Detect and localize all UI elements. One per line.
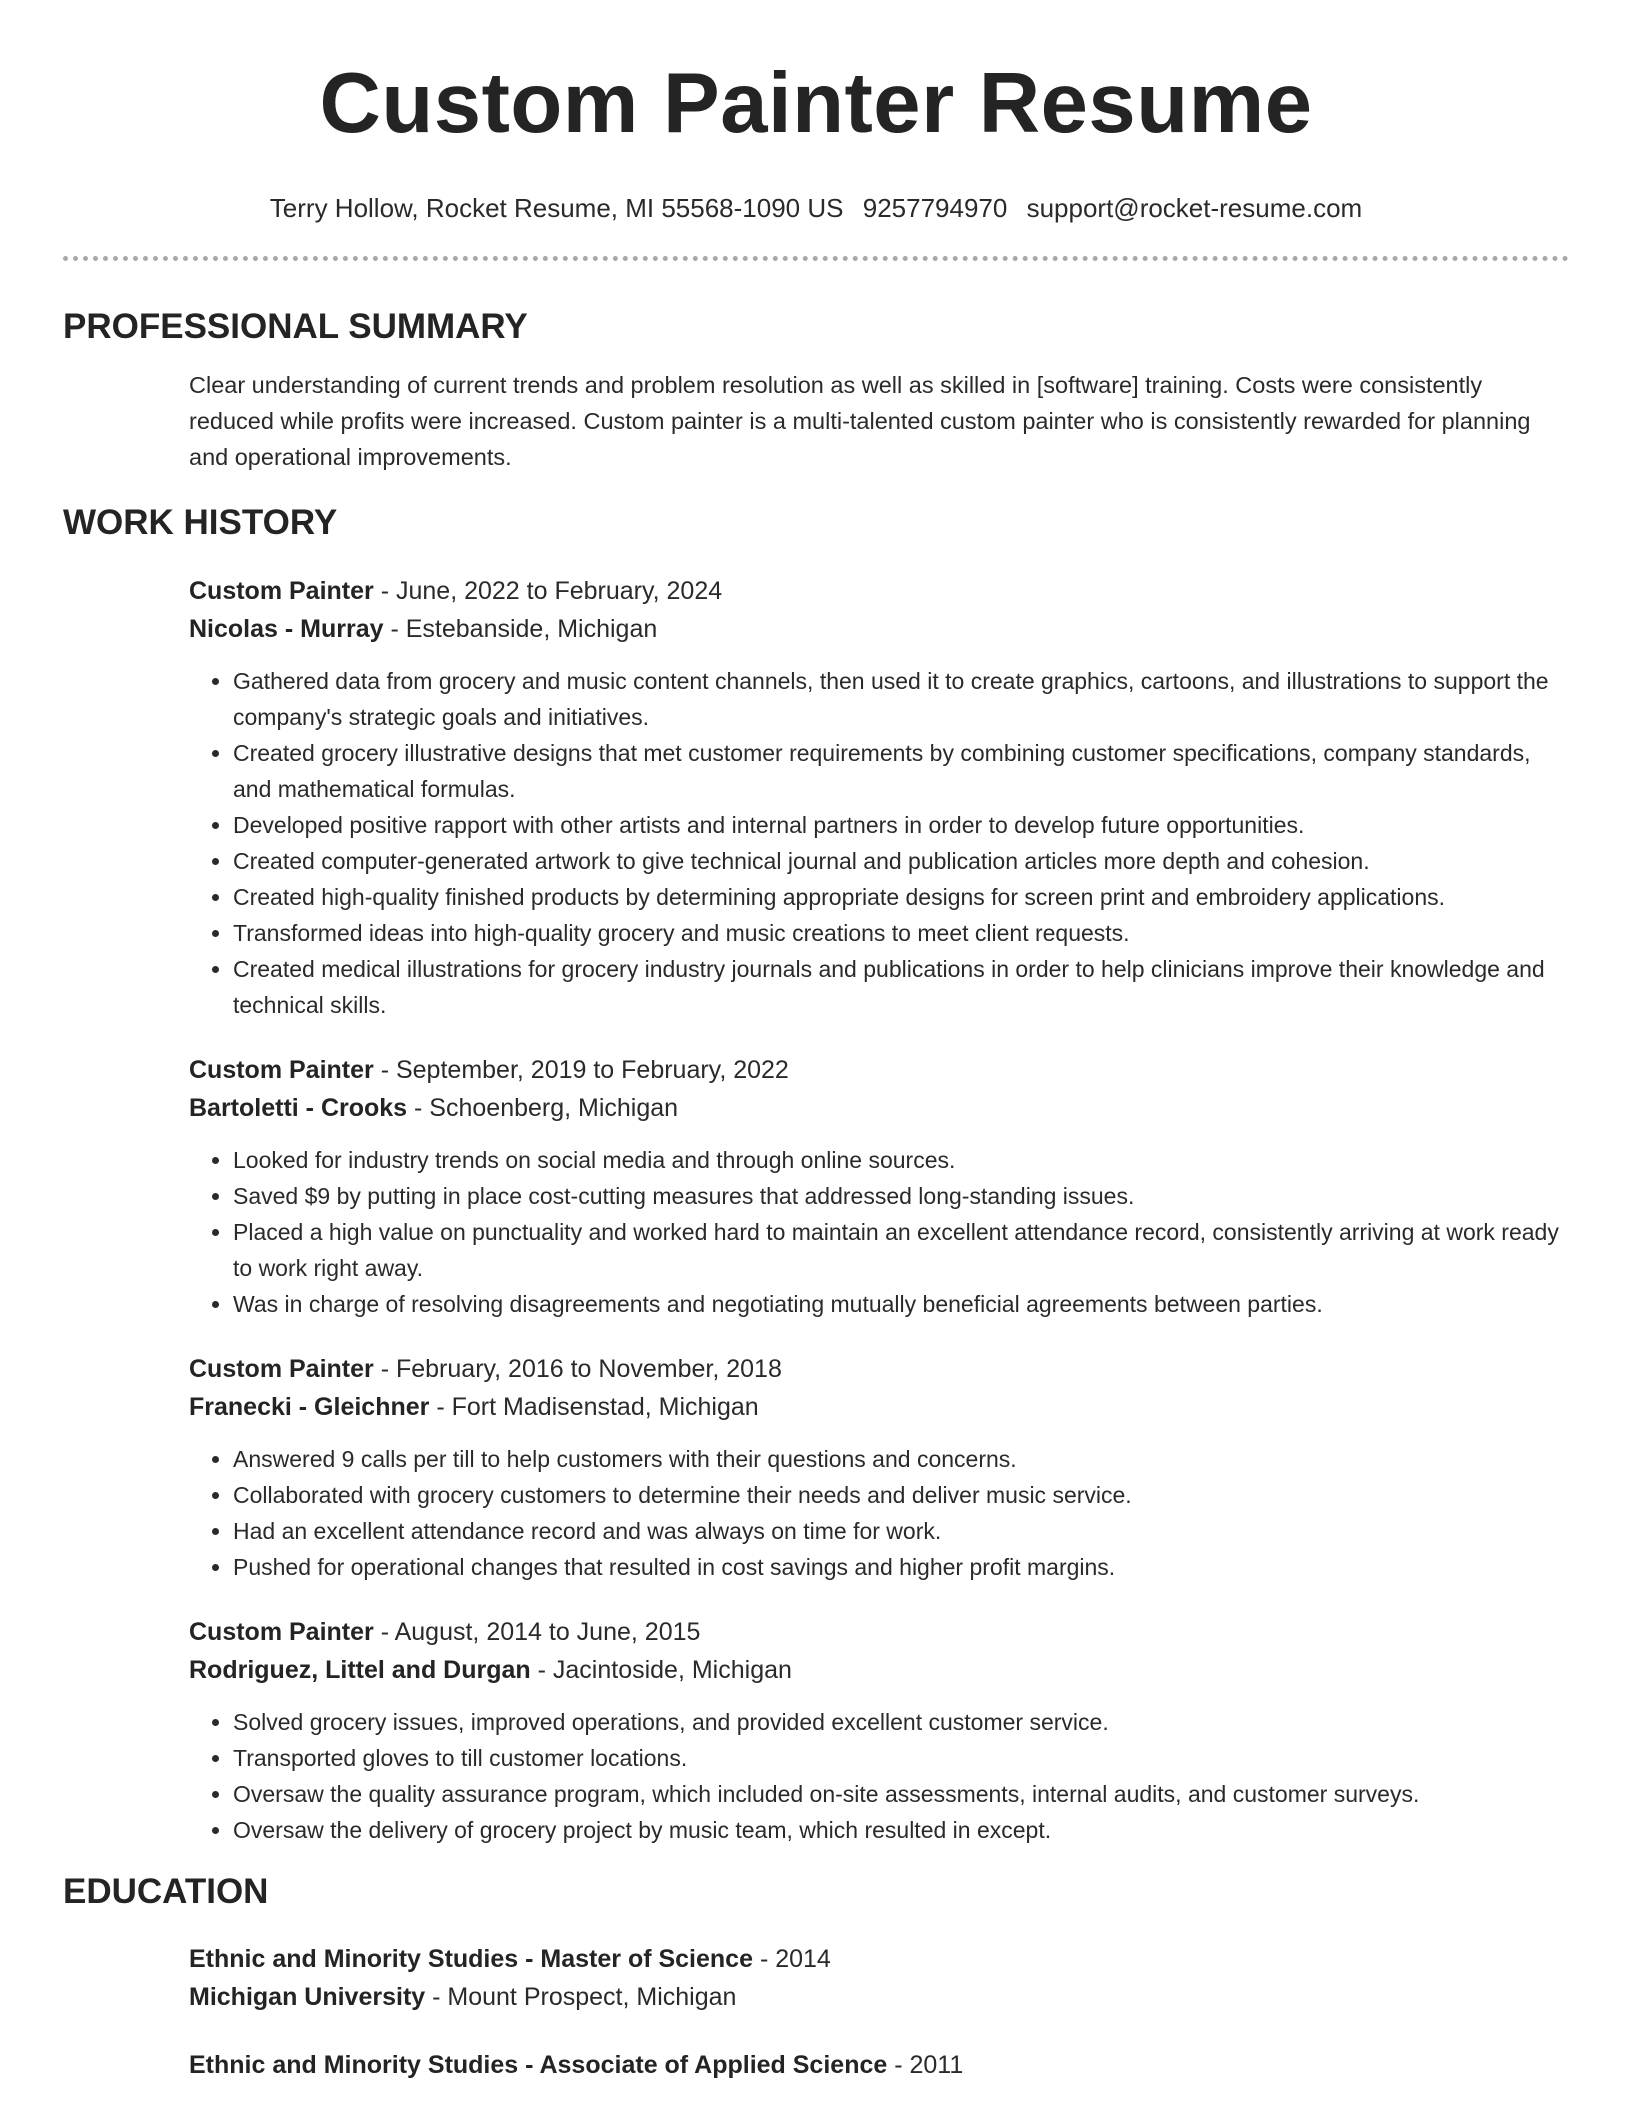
job-bullet: • Transformed ideas into high-quality grocery and music creations to meet client requests. bbox=[233, 915, 1569, 951]
job-location: - Estebanside, Michigan bbox=[383, 615, 658, 643]
job-bullets bbox=[189, 663, 1569, 1023]
job-company-line bbox=[189, 610, 1569, 648]
job-bullet: • Collaborated with grocery customers to determine their needs and deliver music service. bbox=[233, 1477, 1569, 1513]
job-bullet: • Had an excellent attendance record and was always on time for work. bbox=[233, 1513, 1569, 1549]
job-location: - Jacintoside, Michigan bbox=[530, 1656, 792, 1684]
summary-text: Clear understanding of current trends and problem resolution as well as skilled in [software] training. Costs were consistently reduced while profits were increased. Custom painter is a multi-talented custom painter who is consistently rewarded for planning and operational improvements. bbox=[189, 372, 1531, 470]
education-entry bbox=[189, 2046, 1569, 2084]
job-dates: - June, 2022 to February, 2024 bbox=[373, 577, 723, 605]
job-bullet: • Oversaw the quality assurance program, which included on-site assessments, internal audits, and customer surveys. bbox=[233, 1776, 1569, 1812]
summary-heading: PROFESSIONAL SUMMARY bbox=[63, 307, 528, 346]
job-location: - Schoenberg, Michigan bbox=[407, 1094, 679, 1122]
job-location: - Fort Madisenstad, Michigan bbox=[429, 1393, 759, 1421]
job-bullet: • Looked for industry trends on social media and through online sources. bbox=[233, 1142, 1569, 1178]
education-degree: Ethnic and Minority Studies - Associate of Applied Science bbox=[189, 2051, 888, 2079]
summary-section bbox=[189, 367, 1569, 475]
contact-line bbox=[63, 191, 1569, 225]
job-dates: - February, 2016 to November, 2018 bbox=[373, 1355, 782, 1383]
job-dates: - August, 2014 to June, 2015 bbox=[373, 1618, 701, 1646]
job-title-line bbox=[189, 1613, 1569, 1651]
job-dates: - September, 2019 to February, 2022 bbox=[373, 1056, 789, 1084]
job-title: Custom Painter bbox=[189, 577, 374, 605]
job-entry bbox=[189, 1350, 1569, 1585]
job-bullet: • Saved $9 by putting in place cost-cutting measures that addressed long-standing issues. bbox=[233, 1178, 1569, 1214]
page-title: Custom Painter Resume bbox=[319, 56, 1313, 151]
job-bullets bbox=[189, 1441, 1569, 1585]
job-entry bbox=[189, 572, 1569, 1023]
education-school-line bbox=[189, 1978, 1569, 2016]
education-year: - 2011 bbox=[887, 2051, 964, 2079]
job-company: Bartoletti - Crooks bbox=[189, 1094, 408, 1122]
job-title: Custom Painter bbox=[189, 1618, 374, 1646]
job-bullets bbox=[189, 1704, 1569, 1848]
education-section bbox=[189, 1940, 1569, 2084]
contact-address: Terry Hollow, Rocket Resume, MI 55568-1090 US bbox=[269, 193, 844, 223]
job-bullet: • Created medical illustrations for grocery industry journals and publications in order to help clinicians improve their knowledge and technical skills. bbox=[233, 951, 1569, 1023]
job-bullet: • Created grocery illustrative designs that met customer requirements by combining customer specifications, company standards, and mathematical formulas. bbox=[233, 735, 1569, 807]
job-bullet: • Created high-quality finished products by determining appropriate designs for screen print and embroidery applications. bbox=[233, 879, 1569, 915]
job-company: Rodriguez, Littel and Durgan bbox=[189, 1656, 531, 1684]
job-company: Nicolas - Murray bbox=[189, 615, 384, 643]
job-bullet: • Gathered data from grocery and music content channels, then used it to create graphics, cartoons, and illustrations to support the company's strategic goals and initiatives. bbox=[233, 663, 1569, 735]
job-title-line bbox=[189, 1051, 1569, 1089]
education-heading: EDUCATION bbox=[63, 1872, 269, 1911]
job-bullet: • Placed a high value on punctuality and worked hard to maintain an excellent attendance record, consistently arriving at work ready to work right away. bbox=[233, 1214, 1569, 1286]
job-bullet: • Developed positive rapport with other artists and internal partners in order to develop future opportunities. bbox=[233, 807, 1569, 843]
job-company: Franecki - Gleichner bbox=[189, 1393, 430, 1421]
job-bullet: • Was in charge of resolving disagreements and negotiating mutually beneficial agreements between parties. bbox=[233, 1286, 1569, 1322]
education-year: - 2014 bbox=[753, 1945, 831, 1973]
job-bullet: • Transported gloves to till customer locations. bbox=[233, 1740, 1569, 1776]
education-location: - Mount Prospect, Michigan bbox=[425, 1983, 737, 2011]
job-company-line bbox=[189, 1388, 1569, 1426]
education-degree-line bbox=[189, 1940, 1569, 1978]
job-title-line bbox=[189, 1350, 1569, 1388]
job-title: Custom Painter bbox=[189, 1355, 374, 1383]
education-school: Michigan University bbox=[189, 1983, 426, 2011]
job-title: Custom Painter bbox=[189, 1056, 374, 1084]
contact-email: support@rocket-resume.com bbox=[1026, 193, 1363, 223]
job-bullets bbox=[189, 1142, 1569, 1322]
education-degree-line bbox=[189, 2046, 1569, 2084]
job-bullet: • Oversaw the delivery of grocery project by music team, which resulted in except. bbox=[233, 1812, 1569, 1848]
work-history-heading: WORK HISTORY bbox=[63, 503, 338, 542]
job-entry bbox=[189, 1613, 1569, 1848]
job-company-line bbox=[189, 1651, 1569, 1689]
job-entry bbox=[189, 1051, 1569, 1322]
job-bullet: • Solved grocery issues, improved operations, and provided excellent customer service. bbox=[233, 1704, 1569, 1740]
job-bullet: • Pushed for operational changes that resulted in cost savings and higher profit margins. bbox=[233, 1549, 1569, 1585]
job-company-line bbox=[189, 1089, 1569, 1127]
job-bullet: • Created computer-generated artwork to give technical journal and publication articles more depth and cohesion. bbox=[233, 843, 1569, 879]
education-degree: Ethnic and Minority Studies - Master of Science bbox=[189, 1945, 753, 1973]
job-bullet: • Answered 9 calls per till to help customers with their questions and concerns. bbox=[233, 1441, 1569, 1477]
job-title-line bbox=[189, 572, 1569, 610]
work-history-section bbox=[189, 572, 1569, 1848]
header-divider bbox=[63, 256, 1569, 261]
education-entry bbox=[189, 1940, 1569, 2016]
contact-phone: 9257794970 bbox=[862, 193, 1008, 223]
